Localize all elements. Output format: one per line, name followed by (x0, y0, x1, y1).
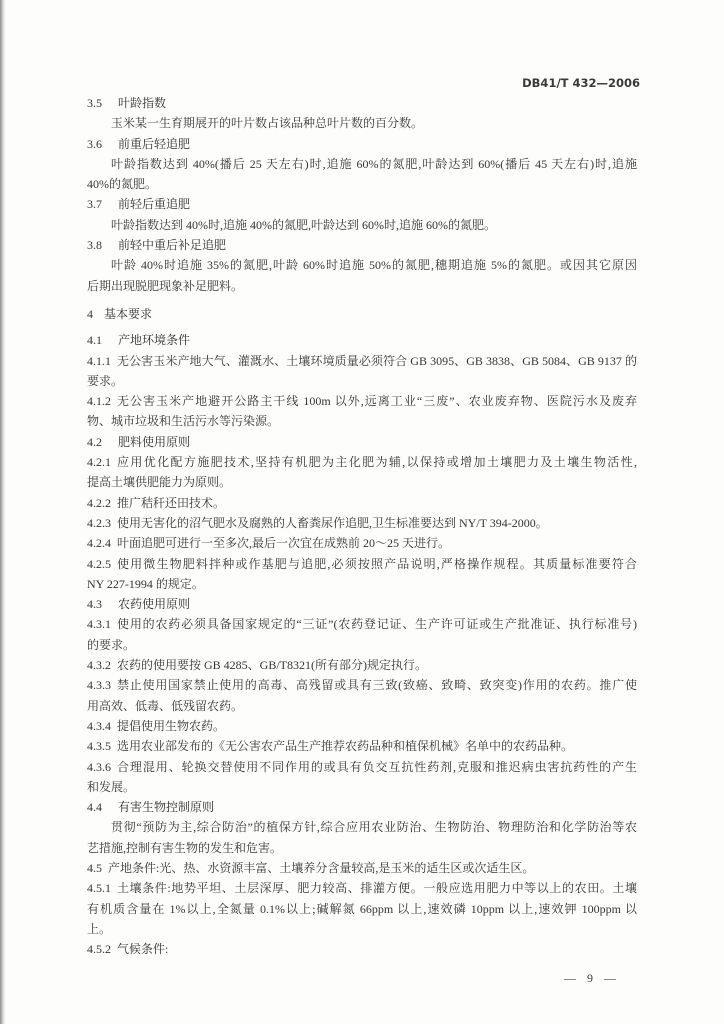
clause-number: 4.3.4 (87, 718, 111, 733)
paragraph-line: 贯彻“预防为主,综合防治”的植保方针,综合应用农业防治、生物防治、物理防治和化学防治等农 (111, 820, 637, 835)
paragraph-line: 叶龄 40%时追施 35%的氮肥,叶龄 60%时追施 50%的氮肥,穗期追施 5%的氮肥。或因其它原因 (111, 258, 637, 273)
clause-heading (87, 797, 637, 817)
paragraph-line: 的要求。 (87, 637, 136, 652)
clause-number: 4.2 (87, 434, 102, 449)
clause-number: 3.6 (87, 136, 102, 151)
clause-4-2-2 (87, 493, 637, 513)
paragraph-line: 农药的使用要按 GB 4285、GB/T8321(所有部分)规定执行。 (117, 658, 427, 673)
clause-4-3-2 (87, 655, 637, 675)
paragraph-line: 使用无害化的沼气肥水及腐熟的人畜粪尿作追肥,卫生标准要达到 NY/T 394-2000。 (117, 515, 548, 530)
clause-number: 4.3.6 (87, 759, 111, 774)
clause-number: 4.3.2 (87, 658, 111, 673)
clause-4-3-5 (87, 736, 637, 756)
clause-line (87, 614, 637, 634)
paragraph-line: 有机质含量在 1%以上,全氮量 0.1%以上;碱解氮 66ppm 以上,速效磷 10ppm 以上,速效钾 100ppm 以 (87, 901, 637, 916)
clause-title: 前轻后重追肥 (118, 197, 191, 212)
paragraph-line: 物、城市垃圾和生活污水等污染源。 (87, 414, 280, 429)
paragraph-line: 要求。 (87, 373, 124, 388)
clause-4-2-5 (87, 554, 637, 595)
paragraph-line: 使用微生物肥料拌种或作基肥与追肥,必须按照产品说明,严格操作规程。其质量标准要符合 (117, 556, 637, 571)
paragraph-line: 叶面追肥可进行一至多次,最后一次宜在成熟前 20～25 天进行。 (117, 536, 451, 551)
section-title: 基本要求 (104, 306, 153, 321)
clause-4-1-heading (87, 330, 637, 350)
paragraph-line: 40%的氮肥。 (87, 177, 157, 192)
clause-4-3-3 (87, 675, 637, 716)
paragraph-line: 叶龄指数达到 40%时,追施 40%的氮肥,叶龄达到 60%时,追施 60%的氮肥。 (111, 217, 496, 232)
clause-number: 4.2.3 (87, 515, 111, 530)
clause-number: 4.1 (87, 333, 102, 348)
paragraph-line: 叶龄指数达到 40%(播后 25 天左右)时,追施 60%的氮肥,叶龄达到 60%(播后 45 天左右)时,追施 (111, 156, 637, 171)
clause-number: 4.2.5 (87, 556, 111, 571)
clause-4-2-3 (87, 513, 637, 533)
clause-number: 3.8 (87, 238, 102, 253)
clause-3-8 (87, 235, 637, 296)
page-number: — 9 — (564, 971, 620, 985)
clause-4-5 (87, 858, 637, 878)
clause-title: 叶龄指数 (118, 96, 167, 110)
clause-line (87, 675, 637, 695)
clause-line (87, 554, 637, 574)
paragraph-line: 无公害玉米产地避开公路主干线 100m 以外,远离工业“三废”、农业废弃物、医院污水及废弃 (117, 394, 637, 409)
clause-number: 4.2.2 (87, 495, 111, 510)
section-number: 4 (87, 306, 93, 321)
clause-number: 4.4 (87, 800, 102, 815)
clause-heading (87, 235, 637, 255)
clause-4-2-4 (87, 533, 637, 553)
clause-line (87, 757, 637, 777)
clause-3-5 (87, 93, 637, 134)
paragraph-line: 使用的农药必须具备国家规定的“三证”(农药登记证、生产许可证或生产批准证、执行标准号) (117, 617, 637, 632)
paragraph-line: 用高效、低毒、低残留农药。 (87, 698, 244, 713)
clause-number: 4.5.2 (87, 942, 111, 957)
clause-4-1-1 (87, 351, 637, 392)
paragraph-line: 选用农业部发布的《无公害农产品生产推荐农药品种和植保机械》名单中的农药品种。 (117, 739, 574, 754)
clause-4-2-heading (87, 432, 637, 452)
clause-4-5-1 (87, 878, 637, 939)
clause-title: 有害生物控制原则 (118, 800, 215, 815)
paragraph-line: 无公害玉米产地大气、灌溉水、土壤环境质量必须符合 GB 3095、GB 3838、GB 5084、GB 9137 的 (117, 353, 637, 368)
clause-number: 4.3.3 (87, 678, 111, 693)
clause-number: 4.2.1 (87, 455, 111, 470)
scan-edge-shadow (0, 0, 5, 1024)
paragraph-line: 和发展。 (87, 779, 136, 794)
paragraph-line: 上。 (87, 921, 112, 936)
clause-4-4 (87, 797, 637, 858)
clause-heading (87, 134, 637, 154)
clause-number: 4.5 (87, 860, 102, 875)
clause-title: 肥料使用原则 (118, 434, 191, 449)
clause-title: 前重后轻追肥 (118, 136, 191, 151)
paragraph-line: 应用优化配方施肥技术,坚持有机肥为主化肥为辅,以保持或增加土壤肥力及土壤生物活性, (117, 455, 637, 470)
clause-line (87, 391, 637, 411)
clause-number: 4.5.1 (87, 881, 111, 896)
clause-title: 农药使用原则 (118, 597, 191, 612)
clause-number: 4.1.2 (87, 394, 111, 409)
paragraph-line: 玉米某一生育期展开的叶片数占该品种总叶片数的百分数。 (111, 116, 424, 131)
clause-line (87, 351, 637, 371)
clause-3-6 (87, 134, 637, 195)
clause-line (87, 452, 637, 472)
paragraph-line: 艺措施,控制有害生物的发生和危害。 (87, 840, 283, 855)
clause-title: 前轻中重后补足追肥 (118, 238, 227, 253)
clause-4-3-heading (87, 594, 637, 614)
document-body (87, 93, 637, 959)
clause-4-1-2 (87, 391, 637, 432)
clause-heading (87, 93, 637, 113)
clause-3-7 (87, 194, 637, 235)
paragraph-line: 禁止使用国家禁止使用的高毒、高残留或具有三致(致癌、致畸、致突变)作用的农药。推广使 (117, 678, 637, 693)
clause-number: 4.1.1 (87, 353, 111, 368)
clause-4-5-2 (87, 939, 637, 959)
standard-code-header: DB41/T 432—2006 (522, 76, 640, 90)
paragraph-line: 推广秸秆还田技术。 (117, 495, 226, 510)
paragraph-line: 后期出现脱肥现象补足肥料。 (87, 278, 244, 293)
clause-4-2-1 (87, 452, 637, 493)
clause-4-3-4 (87, 716, 637, 736)
paragraph-line: 合理混用、轮换交替使用不同作用的或具有负交互抗性药剂,克服和推迟病虫害抗药性的产生 (117, 759, 637, 774)
paragraph-line: NY 227-1994 的规定。 (87, 576, 204, 591)
clause-number: 4.2.4 (87, 536, 111, 551)
paragraph-line: 提高土壤供肥能力为原则。 (87, 475, 232, 490)
paragraph-line: 气候条件: (117, 942, 169, 957)
paragraph-line: 提倡使用生物农药。 (117, 718, 226, 733)
paragraph-line: 产地条件:光、热、水资源丰富、土壤养分含量较高,是玉米的适生区或次适生区。 (108, 860, 535, 875)
clause-4-3-1 (87, 614, 637, 655)
clause-number: 4.3.5 (87, 739, 111, 754)
clause-number: 4.3 (87, 597, 102, 612)
clause-number: 3.7 (87, 197, 102, 212)
clause-heading (87, 194, 637, 214)
clause-number: 4.3.1 (87, 617, 111, 632)
paragraph-line: 土壤条件:地势平坦、土层深厚、肥力较高、排灌方便。一般应选用肥力中等以上的农田。土壤 (117, 881, 637, 896)
clause-title: 产地环境条件 (118, 333, 191, 348)
clause-4-3-6 (87, 757, 637, 798)
clause-number: 3.5 (87, 96, 102, 110)
section-4-heading (87, 304, 637, 324)
clause-line (87, 878, 637, 898)
